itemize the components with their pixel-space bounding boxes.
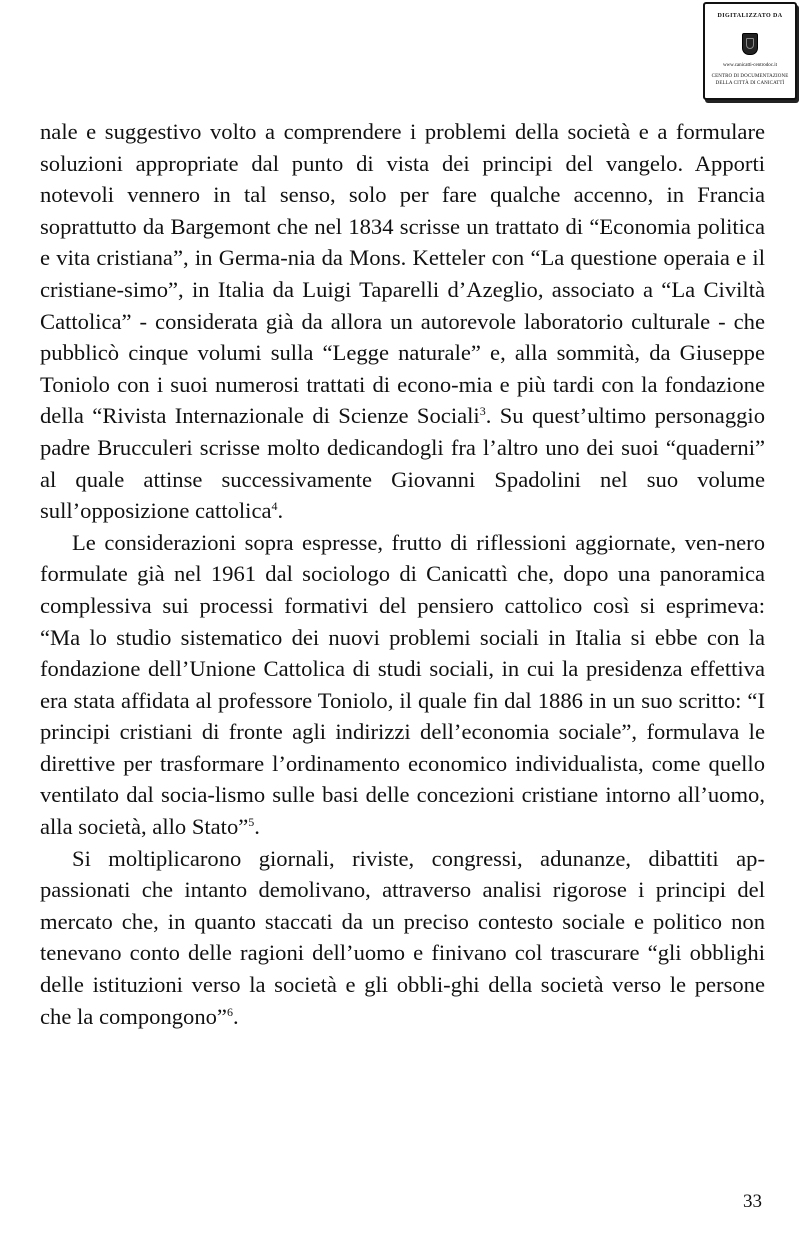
text-segment: Si moltiplicarono giornali, riviste, congressi, adunanze, dibattiti ap-passionati che intanto demolivano, attraverso analisi rigorose i principi del mercato che, in quanto staccati da un preciso contesto sociale e politico non tenevano conto delle ragioni dell’uomo e finivano col trascurare “gli obblighi delle istituzioni verso la società e gli obbli-ghi della società verso le persone che la compongono” bbox=[40, 845, 765, 1029]
stamp-line-1: CENTRO DI DOCUMENTAZIONE bbox=[711, 74, 789, 79]
page-number: 33 bbox=[743, 1191, 762, 1212]
digitization-stamp bbox=[703, 2, 797, 100]
footnote-ref-4: 4 bbox=[271, 499, 278, 514]
paragraph-1 bbox=[40, 116, 765, 527]
text-segment: . bbox=[254, 814, 260, 840]
body-text bbox=[40, 116, 765, 1032]
text-segment: . Su quest’ultimo personaggio padre Brucculeri scrisse molto dedicandogli fra l’altro uno dei suoi “quaderni” al quale attinse successivamente Giovanni Spadolini nel suo volume sull’opposizione cattolica bbox=[40, 403, 766, 524]
stamp-line-2: DELLA CITTÀ DI CANICATTÌ bbox=[715, 81, 785, 86]
paragraph-2 bbox=[40, 527, 765, 843]
footnote-ref-3: 3 bbox=[479, 404, 486, 419]
coat-of-arms-icon bbox=[742, 33, 758, 55]
footnote-ref-5: 5 bbox=[248, 815, 255, 830]
footnote-ref-6: 6 bbox=[226, 1004, 233, 1019]
text-segment: . bbox=[232, 1003, 239, 1029]
text-segment: nale e suggestivo volto a comprendere i problemi della società e a formulare soluzioni appropriate dal punto di vista dei principi del vangelo. Apporti notevoli vennero in tal senso, solo per fare qualche accenno, in Francia soprattutto da Bargemont che nel 1834 scrisse un trattato di “Economia politica e vita cristiana”, in Germa-nia da Mons. Ketteler con “La questione operaia e il cristiane-simo”, in Italia da Luigi Taparelli d’Azeglio, associato a “La Civiltà Cattolica” - considerata già da allora un autorevole laboratorio culturale - che pubblicò cinque volumi sulla “Legge naturale” e, alla sommità, da Giuseppe Toniolo con i suoi numerosi trattati di econo-mia e più tardi con la fondazione della “Rivista Internazionale di Scienze Sociali bbox=[40, 119, 765, 429]
stamp-url: www.canicatti-centrodoc.it bbox=[722, 63, 778, 68]
text-segment: Le considerazioni sopra espresse, frutto di riflessioni aggiornate, ven-nero formulate già nel 1961 dal sociologo di Canicattì che, dopo una panoramica complessiva sui processi formativi del pensiero cattolico così si esprimeva: “Ma lo studio sistematico dei nuovi problemi sociali in Italia si ebbe con la fondazione dell’Unione Cattolica di studi sociali, in cui la presidenza effettiva era stata affidata al professore Toniolo, il quale fin dal 1886 in un suo scritto: “I principi cristiani di fronte agli indirizzi dell’economia sociale”, formulava le direttive per trasformare l’ordinamento economico individualista, come quello ventilato dal socia-lismo sulle basi delle concezioni cristiane intorno all’uomo, alla società, allo Stato” bbox=[40, 529, 765, 840]
stamp-title: DIGITALIZZATO DA bbox=[717, 13, 783, 19]
text-segment: . bbox=[277, 498, 284, 524]
paragraph-3 bbox=[40, 843, 765, 1033]
